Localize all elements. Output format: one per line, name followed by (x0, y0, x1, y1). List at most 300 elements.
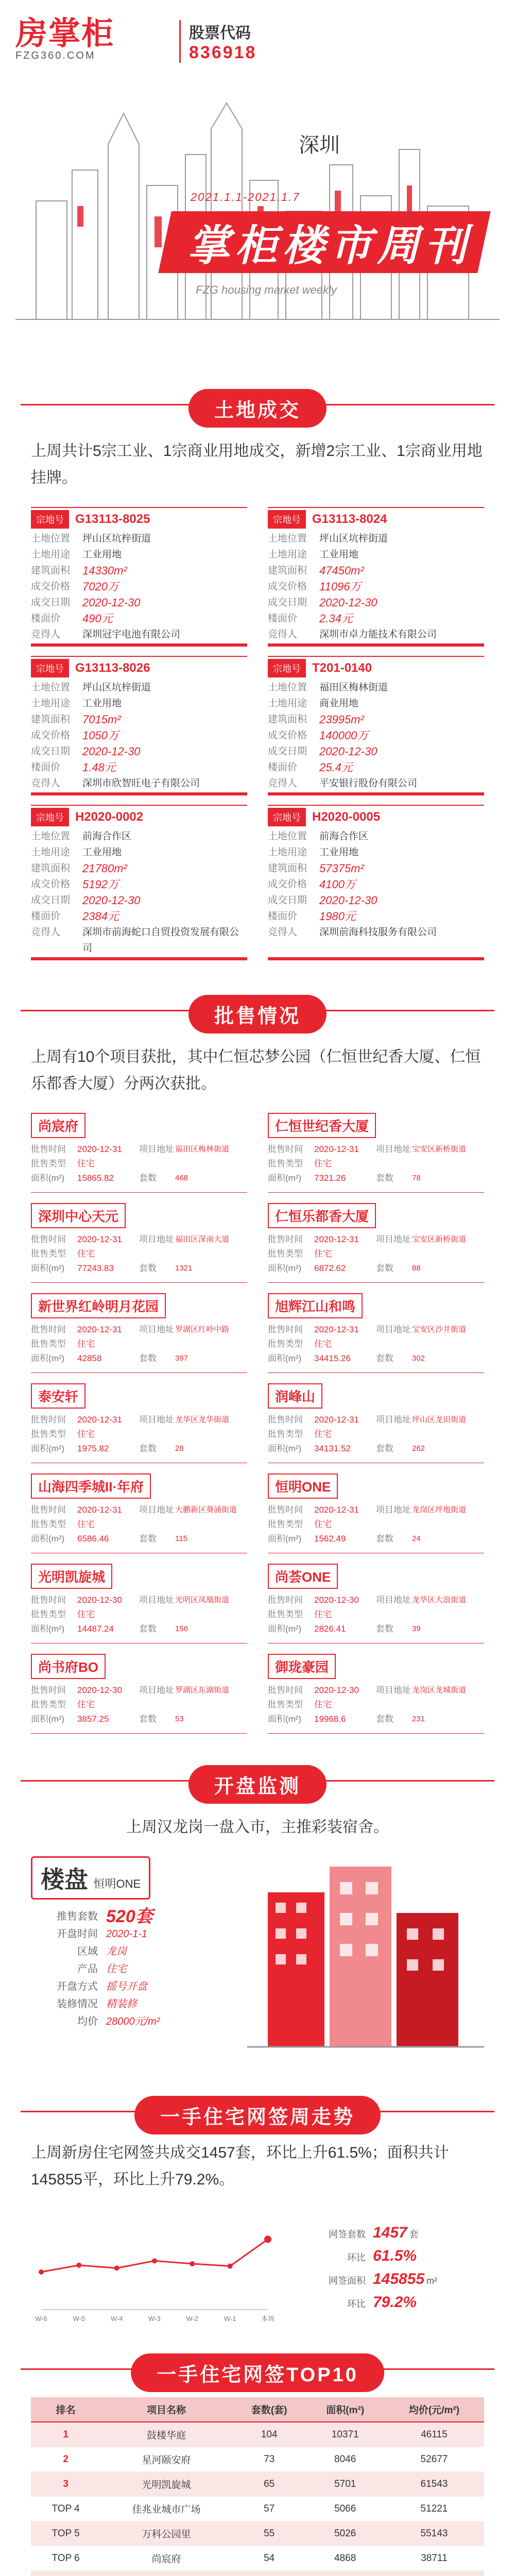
presale-value: 宝安区新桥街道 (412, 1145, 467, 1154)
presale-label: 面积(m²) (31, 1353, 65, 1363)
top10-table-wrapper (0, 2392, 515, 2576)
land-tag-label: 宗地号 (31, 659, 69, 677)
presale-label: 面积(m²) (268, 1173, 302, 1183)
land-field-row (268, 547, 484, 563)
land-field-row (31, 876, 247, 892)
opening-label: 开盘时间 (57, 1928, 98, 1940)
top10-rank: TOP 5 (31, 2521, 100, 2546)
presale-value: 龙华区龙华街道 (175, 1415, 230, 1424)
presale-label: 批售类型 (31, 1700, 66, 1709)
presale-value: 光明区凤凰街道 (175, 1596, 230, 1604)
presale-value: 龙岗区坪地街道 (412, 1505, 467, 1514)
presale-card[interactable] (31, 1654, 247, 1726)
presale-row (31, 1142, 247, 1157)
presale-card[interactable] (268, 1203, 484, 1276)
land-card[interactable] (268, 656, 484, 791)
trend-stat-label: 环比 (347, 2252, 366, 2263)
presale-value: 2020-12-31 (314, 1325, 359, 1334)
presale-row (31, 1712, 247, 1726)
land-field-label: 成交价格 (31, 581, 71, 592)
presale-label: 批售时间 (268, 1685, 303, 1695)
presale-underline (31, 1733, 247, 1734)
presale-label: 面积(m²) (31, 1173, 65, 1183)
presale-row (268, 1323, 484, 1337)
opening-value: 精装修 (106, 1998, 137, 2010)
land-card-header (268, 806, 484, 828)
units-point (228, 2263, 233, 2268)
land-code: G13113-8026 (75, 661, 150, 675)
land-field-value: 坪山区坑梓街道 (82, 682, 151, 693)
land-field-label: 竞得人 (31, 629, 61, 640)
top10-section-header (0, 2346, 515, 2392)
top10-area: 8046 (306, 2447, 384, 2472)
land-card[interactable] (31, 507, 247, 642)
presale-value: 1975.82 (77, 1444, 109, 1453)
land-tag-label: 宗地号 (31, 510, 69, 529)
presale-label: 项目地址 (139, 1415, 174, 1425)
top10-area: 5066 (306, 2497, 384, 2521)
top10-area: 5026 (306, 2521, 384, 2546)
land-field-row (31, 547, 247, 563)
presale-label: 面积(m²) (31, 1714, 65, 1724)
trend-section-title: 一手住宅网签周走势 (134, 2096, 381, 2134)
land-field-value: 坪山区坑梓街道 (82, 533, 151, 544)
land-field-value: 23995m² (319, 713, 364, 726)
presale-value: 115 (175, 1534, 187, 1543)
trend-stat-row (288, 2222, 484, 2245)
land-code: G13113-8025 (75, 512, 150, 526)
land-field-label: 竞得人 (31, 778, 61, 789)
top10-price (384, 2571, 484, 2576)
presale-value: 24 (412, 1534, 421, 1543)
presale-row (31, 1593, 247, 1607)
chart-x-tick: W-6 (35, 2315, 47, 2323)
table-row[interactable] (31, 2472, 484, 2497)
presale-row (31, 1323, 247, 1337)
land-field-value: 25.4元 (319, 761, 353, 774)
land-field-row (268, 892, 484, 908)
presale-value: 2020-12-31 (314, 1505, 359, 1515)
presale-value: 2020-12-31 (77, 1505, 122, 1515)
top10-units: 65 (232, 2472, 306, 2497)
land-field-value: 11096万 (319, 580, 362, 593)
presale-value: 2020-12-31 (77, 1415, 122, 1425)
presale-row (31, 1261, 247, 1276)
presale-card[interactable] (31, 1383, 247, 1456)
land-field-label: 竞得人 (268, 927, 298, 938)
presale-project-name: 尚宸府 (31, 1113, 85, 1138)
land-field-row (268, 924, 484, 940)
presale-project-name: 泰安轩 (31, 1383, 85, 1409)
presale-value: 罗湖区东湖街道 (175, 1686, 230, 1694)
land-field-row (268, 579, 484, 595)
land-field-row (268, 860, 484, 876)
presale-value: 19968.6 (314, 1714, 346, 1724)
presale-value: 2020-12-31 (314, 1415, 359, 1425)
land-field-row (268, 531, 484, 547)
presale-row (268, 1442, 484, 1456)
land-field-row (31, 828, 247, 844)
presale-label: 项目地址 (139, 1234, 174, 1244)
land-field-value: 深圳市卓力能技术有限公司 (319, 629, 437, 640)
presale-label: 批售时间 (31, 1325, 66, 1334)
presale-label: 批售类型 (268, 1159, 303, 1168)
presale-label: 项目地址 (376, 1505, 411, 1515)
presale-project-name: 山海四季城II·年府 (31, 1473, 151, 1499)
presale-card[interactable] (268, 1383, 484, 1456)
opening-badge-title: 楼盘 (41, 1866, 88, 1893)
land-field-row (268, 611, 484, 626)
presale-label: 套数 (376, 1444, 393, 1453)
presale-underline (31, 1372, 247, 1373)
presale-label: 批售时间 (31, 1144, 66, 1154)
presale-value: 住宅 (314, 1249, 332, 1259)
land-field-label: 成交价格 (268, 879, 307, 890)
trend-stat-value: 1457 (373, 2224, 407, 2241)
top10-price: 55143 (384, 2521, 484, 2546)
units-point (152, 2258, 157, 2263)
top10-rank (31, 2571, 100, 2576)
land-field-row (268, 727, 484, 743)
land-field-value: 坪山区坑梓街道 (319, 533, 388, 544)
presale-label: 批售类型 (31, 1339, 66, 1349)
opening-panel (0, 1851, 515, 2067)
trend-stat-value: 61.5% (373, 2247, 417, 2264)
presale-row (31, 1698, 247, 1712)
trend-section-header (0, 2088, 515, 2134)
presale-card[interactable] (31, 1113, 247, 1185)
land-field-value: 1050万 (82, 729, 119, 742)
land-field-label: 建筑面积 (31, 714, 71, 725)
top10-units (232, 2571, 306, 2576)
land-field-row (31, 711, 247, 727)
presale-value: 2020-12-31 (77, 1144, 122, 1154)
land-card[interactable] (31, 805, 247, 956)
presale-row (268, 1503, 484, 1517)
presale-card[interactable] (268, 1564, 484, 1636)
chart-x-tick: W-4 (110, 2315, 123, 2323)
presale-value: 宝安区沙井街道 (412, 1325, 467, 1334)
land-card[interactable] (268, 805, 484, 956)
land-field-label: 土地位置 (268, 682, 307, 693)
presale-value: 福田区深南大道 (175, 1235, 230, 1244)
land-field-value: 1.48元 (82, 761, 116, 774)
presale-project-name: 润峰山 (268, 1383, 322, 1409)
presale-value: 龙华区大浪街道 (412, 1596, 467, 1604)
presale-label: 套数 (139, 1444, 157, 1453)
land-card-bar (31, 792, 247, 795)
land-card-bar (268, 643, 484, 647)
land-field-label: 土地用途 (31, 847, 71, 858)
opening-label: 装修情况 (57, 1998, 98, 2010)
top10-units: 73 (232, 2447, 306, 2472)
land-section-title: 土地成交 (188, 389, 327, 428)
presale-value: 2020-12-30 (314, 1595, 359, 1605)
opening-section-header (0, 1757, 515, 1804)
presale-value: 14487.24 (77, 1624, 114, 1634)
trend-panel (0, 2134, 515, 2330)
land-field-label: 成交日期 (31, 895, 71, 906)
land-field-row (268, 696, 484, 711)
opening-value: 摇号开盘 (106, 1981, 147, 1992)
presale-underline (268, 1733, 484, 1734)
land-field-value: 140000万 (319, 729, 369, 742)
presale-project-name: 新世界红岭明月花园 (31, 1293, 166, 1318)
land-field-label: 土地用途 (268, 847, 307, 858)
table-row[interactable] (31, 2497, 484, 2521)
presale-row (268, 1607, 484, 1622)
top10-column-header: 项目名称 (100, 2397, 232, 2422)
top10-price: 38711 (384, 2546, 484, 2571)
presale-section-title: 批售情况 (188, 995, 327, 1033)
table-row[interactable] (31, 2422, 484, 2447)
presale-value: 88 (412, 1264, 421, 1273)
presale-value: 住宅 (314, 1339, 332, 1349)
presale-value: 住宅 (314, 1609, 332, 1619)
land-field-label: 成交价格 (268, 581, 307, 592)
land-field-row (268, 844, 484, 860)
land-field-label: 土地位置 (31, 682, 71, 693)
presale-row (268, 1532, 484, 1546)
top10-project: 万科公园里 (100, 2521, 232, 2546)
land-code: G13113-8024 (312, 512, 387, 526)
top10-price: 61543 (384, 2472, 484, 2497)
presale-row (268, 1261, 484, 1276)
land-field-value: 工业用地 (319, 549, 359, 560)
presale-label: 项目地址 (376, 1234, 411, 1244)
trend-stat-label: 网签面积 (329, 2276, 366, 2286)
trend-stat-value: 145855 (373, 2270, 425, 2287)
presale-card[interactable] (268, 1473, 484, 1546)
land-field-value: 2020-12-30 (319, 745, 377, 758)
presale-row (268, 1413, 484, 1427)
land-field-row (31, 860, 247, 876)
presale-row (31, 1683, 247, 1698)
presale-value: 大鹏新区葵涌街道 (175, 1505, 237, 1514)
presale-value: 住宅 (77, 1609, 95, 1619)
opening-project-badge (31, 1856, 150, 1900)
land-tag-label: 宗地号 (31, 808, 69, 826)
presale-label: 批售时间 (268, 1415, 303, 1425)
land-field-label: 土地位置 (31, 831, 71, 842)
presale-label: 项目地址 (376, 1325, 411, 1334)
presale-label: 套数 (376, 1173, 393, 1183)
top10-area (306, 2571, 384, 2576)
land-code: H2020-0005 (312, 810, 381, 824)
top10-rank: 1 (31, 2422, 100, 2447)
land-field-label: 楼面价 (268, 911, 298, 922)
trend-stat-label: 网签套数 (329, 2229, 366, 2240)
presale-row (31, 1532, 247, 1546)
table-row[interactable] (31, 2571, 484, 2576)
presale-row (268, 1142, 484, 1157)
land-field-row (31, 775, 247, 791)
land-code: H2020-0002 (75, 810, 144, 824)
presale-value: 156 (175, 1624, 188, 1633)
table-row[interactable] (31, 2546, 484, 2571)
land-field-value: 5192万 (82, 878, 119, 891)
top10-column-header: 面积(m²) (306, 2397, 384, 2422)
top10-units: 104 (232, 2422, 306, 2447)
land-field-value: 4100万 (319, 878, 356, 891)
presale-label: 批售时间 (31, 1595, 66, 1605)
presale-value: 2020-12-31 (77, 1234, 122, 1244)
presale-card[interactable] (31, 1473, 247, 1546)
presale-value: 龙岗区龙城街道 (412, 1686, 467, 1694)
land-field-value: 深圳市欣智旺电子有限公司 (82, 778, 200, 789)
land-field-row (268, 876, 484, 892)
presale-value: 2020-12-30 (77, 1685, 122, 1695)
land-field-row (31, 579, 247, 595)
presale-row (31, 1247, 247, 1261)
land-field-label: 土地位置 (268, 831, 307, 842)
units-series-line (41, 2239, 268, 2272)
presale-value: 宝安区新桥街道 (412, 1235, 467, 1244)
weekly-units-chart (31, 2222, 278, 2325)
top10-project: 鼓楼华庭 (100, 2422, 232, 2447)
presale-label: 套数 (139, 1714, 157, 1724)
table-row[interactable] (31, 2447, 484, 2472)
presale-card[interactable] (268, 1654, 484, 1726)
land-field-label: 楼面价 (31, 613, 61, 624)
presale-label: 项目地址 (376, 1144, 411, 1154)
land-field-row (268, 908, 484, 924)
land-field-label: 土地位置 (31, 533, 71, 544)
presale-label: 批售时间 (31, 1685, 66, 1695)
presale-value: 397 (175, 1354, 188, 1363)
presale-underline (268, 1282, 484, 1283)
land-card-header (31, 508, 247, 531)
land-field-value: 7015m² (82, 713, 121, 726)
land-field-value: 商业用地 (319, 698, 359, 709)
chart-x-tick: 本周 (261, 2315, 275, 2323)
land-field-row (268, 775, 484, 791)
presale-value: 住宅 (314, 1429, 332, 1439)
top10-price: 52677 (384, 2447, 484, 2472)
presale-value: 6872.62 (314, 1263, 346, 1273)
land-field-label: 建筑面积 (268, 863, 307, 874)
trend-stats (288, 2222, 484, 2315)
city-label: 深圳 (299, 133, 340, 157)
presale-label: 套数 (376, 1353, 393, 1363)
land-field-value: 47450m² (319, 564, 364, 577)
presale-row (268, 1427, 484, 1442)
trend-stat-unit: 套 (409, 2229, 419, 2240)
presale-label: 面积(m²) (31, 1534, 65, 1544)
top10-project: 光明凯旋城 (100, 2472, 232, 2497)
top10-units: 57 (232, 2497, 306, 2521)
land-field-value: 2020-12-30 (319, 596, 377, 609)
land-field-label: 成交价格 (31, 879, 71, 890)
land-field-label: 建筑面积 (268, 714, 307, 725)
presale-label: 批售类型 (31, 1519, 66, 1529)
presale-row (31, 1157, 247, 1171)
land-card[interactable] (31, 656, 247, 791)
land-field-label: 建筑面积 (31, 863, 71, 874)
presale-label: 面积(m²) (31, 1624, 65, 1634)
land-field-row (268, 595, 484, 611)
presale-label: 面积(m²) (31, 1444, 65, 1453)
presale-label: 面积(m²) (268, 1444, 302, 1453)
land-card-bar (31, 957, 247, 960)
land-field-row (268, 563, 484, 579)
top10-rank: TOP 4 (31, 2497, 100, 2521)
presale-row (31, 1171, 247, 1185)
presale-label: 批售时间 (268, 1505, 303, 1515)
land-summary: 上周共计5宗工业、1宗商业用地成交，新增2宗工业、1宗商业用地挂牌。 (31, 443, 483, 486)
presale-card[interactable] (31, 1564, 247, 1636)
presale-value: 262 (412, 1444, 425, 1453)
presale-label: 批售类型 (268, 1700, 303, 1709)
presale-label: 项目地址 (139, 1595, 174, 1605)
land-card[interactable] (268, 507, 484, 642)
opening-section-title: 开盘监测 (188, 1765, 327, 1804)
building-illustration (247, 1851, 484, 2057)
presale-card[interactable] (268, 1293, 484, 1366)
land-field-label: 成交日期 (31, 597, 71, 608)
stock-label: 股票代码 (189, 24, 251, 42)
land-field-row (31, 563, 247, 579)
land-tag-label: 宗地号 (268, 510, 306, 529)
presale-project-name: 仁恒乐都香大厦 (268, 1203, 376, 1228)
top10-area: 5701 (306, 2472, 384, 2497)
land-field-row (268, 759, 484, 775)
presale-label: 套数 (376, 1624, 393, 1634)
presale-card[interactable] (31, 1203, 247, 1276)
presale-row (31, 1351, 247, 1366)
opening-value: 28000元/m² (106, 2016, 160, 2027)
top10-rank: TOP 6 (31, 2546, 100, 2571)
land-field-row (31, 759, 247, 775)
top10-section-title: 一手住宅网签TOP10 (131, 2353, 384, 2392)
land-field-label: 建筑面积 (268, 565, 307, 576)
hero-banner (0, 82, 515, 371)
presale-card[interactable] (31, 1293, 247, 1366)
presale-value: 住宅 (77, 1339, 95, 1349)
presale-row (31, 1413, 247, 1427)
report-date-range: 2021.1.1-2021.1.7 (191, 191, 300, 204)
units-point (76, 2263, 81, 2268)
presale-card[interactable] (268, 1113, 484, 1185)
presale-label: 套数 (139, 1173, 157, 1183)
presale-summary: 上周有10个项目获批，其中仁恒芯梦公园（仁恒世纪香大厦、仁恒乐都香大厦）分两次获批。 (31, 1048, 481, 1092)
land-card-grid (0, 502, 515, 961)
brand-logo-domain: FZG360.COM (15, 50, 96, 61)
land-field-value: 福田区梅林街道 (319, 682, 388, 693)
table-row[interactable] (31, 2521, 484, 2546)
presale-value: 77243.83 (77, 1263, 114, 1273)
land-card-header (268, 508, 484, 531)
land-field-label: 土地用途 (268, 698, 307, 709)
presale-label: 套数 (139, 1263, 157, 1273)
presale-value: 39 (412, 1624, 421, 1633)
presale-row (268, 1171, 484, 1185)
presale-label: 批售时间 (268, 1144, 303, 1154)
presale-label: 套数 (376, 1263, 393, 1273)
top10-units: 55 (232, 2521, 306, 2546)
presale-row (31, 1232, 247, 1247)
brand-logo[interactable] (15, 18, 170, 64)
top10-project: 星河颐安府 (100, 2447, 232, 2472)
land-field-row (268, 711, 484, 727)
presale-row (268, 1351, 484, 1366)
trend-stat-row (288, 2292, 484, 2315)
chart-x-tick: W-2 (186, 2315, 199, 2323)
presale-value: 住宅 (314, 1700, 332, 1709)
top10-project: 尚宸府 (100, 2546, 232, 2571)
top10-area: 10371 (306, 2422, 384, 2447)
land-card-header (31, 806, 247, 828)
